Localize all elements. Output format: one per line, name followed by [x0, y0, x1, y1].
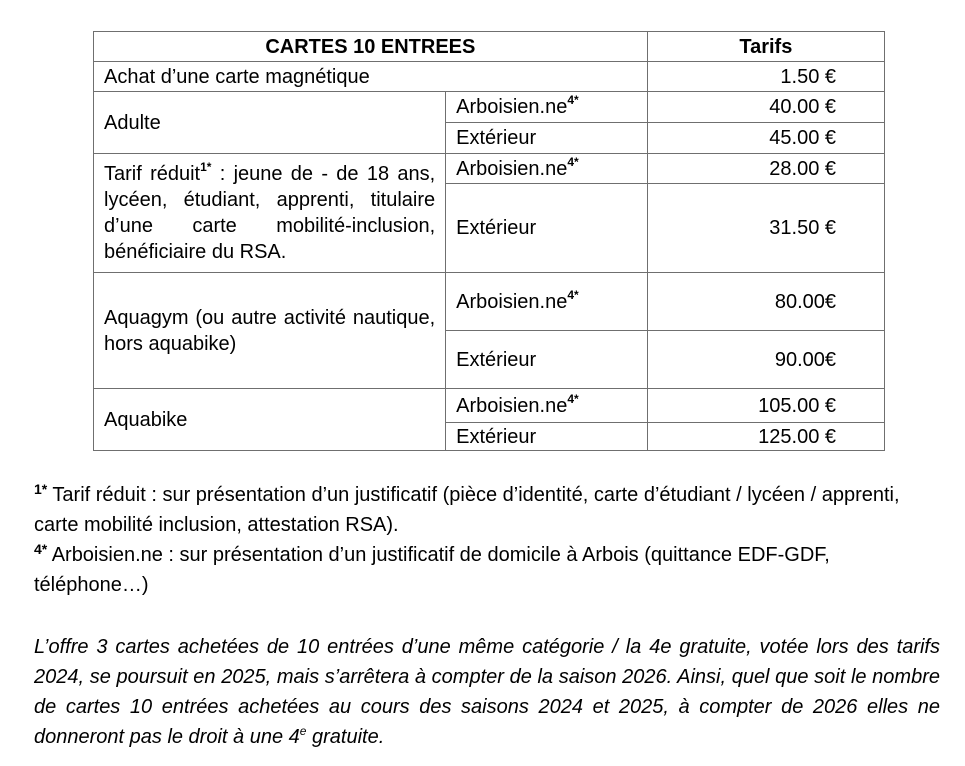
table-row-card [94, 62, 885, 92]
reduit-label-after: : jeune de - de 18 ans, lycéen, étudiant, apprenti, titulaire d’une carte mobilité-inclusion, bénéficiaire du RSA. [104, 163, 436, 263]
footnote-4 [34, 540, 940, 600]
aquabike-resident-label: Arboisien.ne [456, 394, 568, 417]
table-row-reduit-resident [94, 154, 885, 184]
adulte-label: Adulte [94, 92, 446, 154]
offer-paragraph [34, 632, 940, 752]
reduit-label [94, 154, 446, 273]
offer-sup: e [299, 724, 307, 738]
aquabike-label: Aquabike [94, 389, 446, 451]
reduit-ext-label: Extérieur [446, 184, 648, 273]
card-label: Achat d’une carte magnétique [94, 62, 648, 92]
adulte-resident-cell [446, 92, 648, 123]
footnote-marker: 4* [567, 93, 579, 107]
aquagym-ext-label: Extérieur [446, 331, 648, 389]
aquagym-resident-label: Arboisien.ne [456, 290, 568, 313]
aquabike-ext-label: Extérieur [446, 423, 648, 451]
aquagym-resident-price: 80.00€ [647, 273, 884, 331]
footnote-4-text: Arboisien.ne : sur présentation d’un justificatif de domicile à Arbois (quittance EDF-GDF, téléphone…) [34, 544, 830, 596]
table-header-row [94, 32, 885, 62]
aquabike-resident-price: 105.00 € [647, 389, 884, 423]
adulte-resident-label: Arboisien.ne [456, 96, 568, 118]
reduit-resident-cell [446, 154, 648, 184]
footnote-marker: 4* [567, 287, 579, 302]
aquagym-label: Aquagym (ou autre activité nautique, hors aquabike) [94, 273, 446, 389]
card-price: 1.50 € [647, 62, 884, 92]
table-row-aquagym-resident [94, 273, 885, 331]
header-price: Tarifs [647, 32, 884, 62]
aquagym-ext-price: 90.00€ [647, 331, 884, 389]
aquagym-resident-cell [446, 273, 648, 331]
footnote-1-text: Tarif réduit : sur présentation d’un justificatif (pièce d’identité, carte d’étudiant / lycéen / apprenti, carte mobilité inclusion, attestation RSA). [34, 484, 900, 536]
footnote-marker: 4* [567, 391, 579, 406]
adulte-ext-price: 45.00 € [647, 123, 884, 154]
offer-text-after: gratuite. [306, 726, 385, 748]
footnote-1-marker: 1* [34, 481, 48, 497]
table-row-adulte-resident [94, 92, 885, 123]
footnote-1 [34, 480, 940, 540]
aquabike-resident-cell [446, 389, 648, 423]
reduit-resident-price: 28.00 € [647, 154, 884, 184]
adulte-resident-price: 40.00 € [647, 92, 884, 123]
footnote-marker: 4* [567, 154, 579, 169]
adulte-ext-label: Extérieur [446, 123, 648, 154]
footnote-4-marker: 4* [34, 541, 48, 557]
reduit-label-before: Tarif réduit [104, 163, 201, 185]
table-row-aquabike-resident [94, 389, 885, 423]
footnote-marker: 1* [200, 160, 212, 174]
tarifs-table [93, 31, 885, 451]
reduit-ext-price: 31.50 € [647, 184, 884, 273]
reduit-resident-label: Arboisien.ne [456, 157, 568, 180]
offer-text-before: L’offre 3 cartes achetées de 10 entrées d’une même catégorie / la 4e gratuite, votée lors des tarifs 2024, se poursuit en 2025, mais s’arrêtera à compter de la saison 2026. Ainsi, quel que soit le nombre de cartes 10 entrées achetées au cours des saisons 2024 et 2025, à compter de 2026 elles ne donneront pas le droit à une 4 [34, 636, 940, 748]
footnotes [34, 480, 940, 600]
header-title: CARTES 10 ENTREES [94, 32, 648, 62]
aquabike-ext-price: 125.00 € [647, 423, 884, 451]
